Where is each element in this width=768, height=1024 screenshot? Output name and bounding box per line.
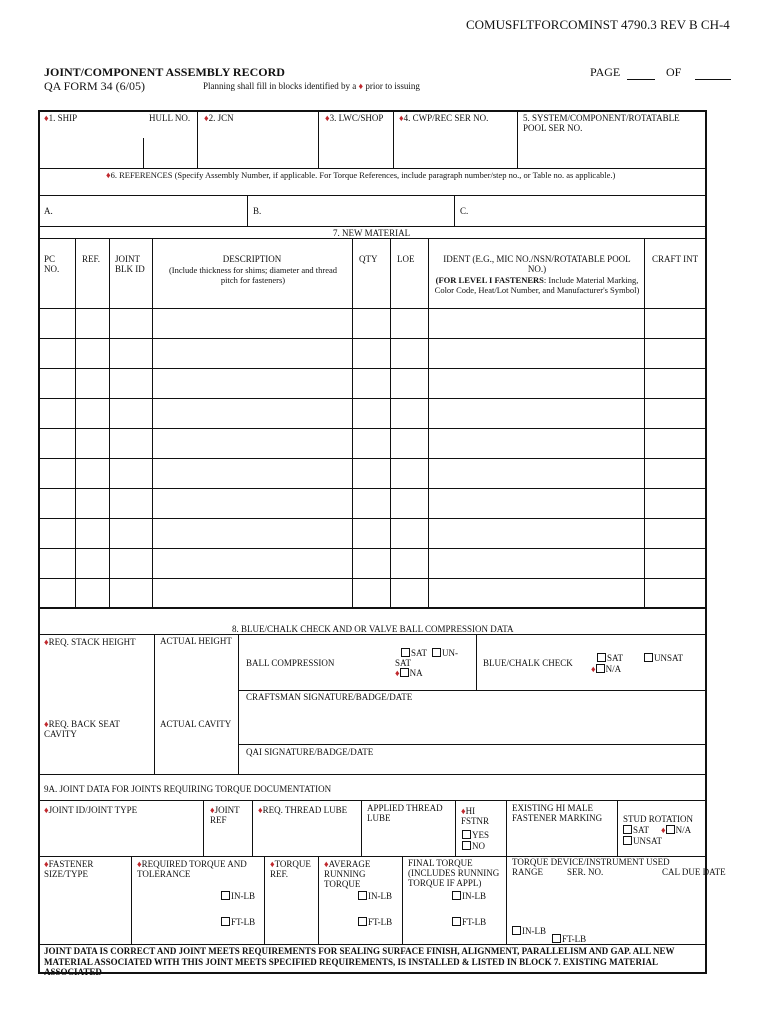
stud-rotation-na-option[interactable]: ♦ N/A — [661, 825, 692, 835]
ball-unsat-wrap: SAT — [395, 658, 412, 668]
blue-chalk-sat-checkbox[interactable] — [597, 653, 606, 662]
col-qty: QTY — [359, 254, 378, 264]
req-stack-height-label: ♦REQ. STACK HEIGHT — [44, 637, 136, 647]
stud-rotation-unsat-checkbox[interactable] — [623, 836, 632, 845]
existing-hi-male-label: EXISTING HI MALE FASTENER MARKING — [512, 803, 603, 823]
page-label: PAGE — [590, 65, 621, 79]
required-torque-inlb-checkbox[interactable] — [221, 891, 230, 900]
final-torque-inlb-checkbox[interactable] — [452, 891, 461, 900]
cwp-field[interactable] — [395, 126, 515, 166]
avg-running-ftlb-checkbox[interactable] — [358, 917, 367, 926]
hull-no-label: HULL NO. — [149, 113, 191, 123]
craftsman-signature-label: CRAFTSMAN SIGNATURE/BADGE/DATE — [246, 692, 413, 702]
system-label: 5. SYSTEM/COMPONENT/ROTATABLE POOL SER NO. — [523, 113, 680, 133]
final-torque-ftlb[interactable]: FT-LB — [452, 917, 486, 927]
col-loe: LOE — [397, 254, 415, 264]
avg-running-inlb-checkbox[interactable] — [358, 891, 367, 900]
reference-c-field[interactable] — [472, 197, 705, 224]
system-field[interactable] — [519, 136, 705, 166]
lwc-shop-label: ♦3. LWC/SHOP — [325, 113, 384, 123]
reference-a-field[interactable] — [58, 197, 244, 224]
stud-rotation-sat-option[interactable]: SAT — [623, 825, 649, 835]
lwc-shop-field[interactable] — [320, 126, 391, 166]
ball-na-option[interactable]: ♦ NA — [395, 668, 423, 678]
instruction-reference: COMUSFLTFORCOMINST 4790.3 REV B CH-4 — [466, 17, 730, 32]
col-description: DESCRIPTION — [222, 254, 282, 264]
material-row-7[interactable] — [40, 489, 705, 517]
reference-c-label: C. — [460, 206, 469, 216]
req-back-seat-cavity-label: ♦REQ. BACK SEAT CAVITY — [44, 719, 120, 739]
col-ident-note: (FOR LEVEL I FASTENERS: Include Material Marking, Color Code, Heat/Lot Number, and Manufacturer's Symbol) — [434, 275, 640, 295]
device-inlb-checkbox[interactable] — [512, 926, 521, 935]
reference-a-label: A. — [44, 206, 53, 216]
final-torque-ftlb-checkbox[interactable] — [452, 917, 461, 926]
diamond-marker-icon: ♦ — [358, 81, 364, 91]
material-row-5[interactable] — [40, 429, 705, 457]
ship-field[interactable] — [40, 138, 142, 166]
cwp-label: ♦4. CWP/REC SER NO. — [399, 113, 489, 123]
hi-fstnr-no-checkbox[interactable] — [462, 841, 471, 850]
blue-chalk-na-option[interactable]: ♦ N/A — [591, 664, 622, 674]
actual-height-field[interactable] — [156, 650, 236, 710]
page-number-field[interactable] — [627, 79, 655, 80]
reference-b-label: B. — [253, 206, 262, 216]
qai-signature-field[interactable] — [240, 758, 705, 772]
fastener-size-label: ♦FASTENER SIZE/TYPE — [44, 859, 94, 879]
actual-height-label: ACTUAL HEIGHT — [160, 636, 232, 646]
hi-fstnr-yes-option[interactable]: YES — [462, 830, 489, 840]
joint-id-type-label: ♦JOINT ID/JOINT TYPE — [44, 805, 138, 815]
ball-na-checkbox[interactable] — [400, 668, 409, 677]
joint-ref-label: ♦JOINT REF — [210, 805, 240, 825]
col-ref: REF. — [82, 254, 101, 264]
cal-due-date-label: CAL DUE DATE — [662, 867, 726, 877]
device-inlb[interactable]: IN-LB — [512, 926, 546, 936]
page-total-field[interactable] — [695, 79, 731, 80]
device-ftlb-checkbox[interactable] — [552, 934, 561, 943]
qai-signature-label: QAI SIGNATURE/BADGE/DATE — [246, 747, 374, 757]
ball-unsat-checkbox[interactable] — [432, 648, 441, 657]
col-description-note: (Include thickness for shims; diameter and thread pitch for fasteners) — [168, 265, 338, 285]
blue-chalk-check-label: BLUE/CHALK CHECK — [483, 658, 573, 668]
required-torque-ftlb-checkbox[interactable] — [221, 917, 230, 926]
material-row-6[interactable] — [40, 459, 705, 487]
stud-rotation-label: STUD ROTATION — [623, 814, 694, 824]
form-title: JOINT/COMPONENT ASSEMBLY RECORD — [44, 65, 285, 79]
actual-cavity-field[interactable] — [156, 732, 236, 772]
new-material-title: 7. NEW MATERIAL — [333, 228, 411, 238]
actual-cavity-label: ACTUAL CAVITY — [160, 719, 232, 729]
material-row-2[interactable] — [40, 339, 705, 367]
stud-rotation-na-checkbox[interactable] — [666, 825, 675, 834]
req-back-seat-field[interactable] — [40, 742, 152, 772]
final-torque-inlb[interactable]: IN-LB — [452, 891, 486, 901]
final-torque-label: FINAL TORQUE (INCLUDES RUNNING TORQUE IF APPL) — [408, 858, 500, 888]
material-row-10[interactable] — [40, 579, 705, 606]
blue-chalk-na-checkbox[interactable] — [596, 664, 605, 673]
jcn-field[interactable] — [199, 126, 316, 166]
hi-fstnr-label: ♦HI FSTNR — [461, 806, 490, 826]
material-row-1[interactable] — [40, 309, 705, 337]
ser-no-label: SER. NO. — [567, 867, 604, 877]
section9a-title: 9A. JOINT DATA FOR JOINTS REQUIRING TORQUE DOCUMENTATION — [44, 784, 332, 794]
col-joint-blk-id: JOINT BLK ID — [115, 254, 145, 274]
req-thread-lube-label: ♦REQ. THREAD LUBE — [258, 805, 348, 815]
ship-label: ♦1. SHIP — [44, 113, 78, 123]
required-torque-inlb[interactable]: IN-LB — [221, 891, 255, 901]
planning-note: Planning shall fill in blocks identified by a ♦ prior to issuing — [203, 81, 420, 91]
device-ftlb[interactable]: FT-LB — [552, 934, 586, 944]
references-label: ♦6. REFERENCES (Specify Assembly Number, if applicable. For Torque References, include paragraph number/step no., or Table no. as applicable.) — [106, 170, 616, 180]
avg-running-inlb[interactable]: IN-LB — [358, 891, 392, 901]
material-row-3[interactable] — [40, 369, 705, 397]
req-stack-height-field[interactable] — [40, 650, 152, 710]
material-row-9[interactable] — [40, 549, 705, 577]
torque-ref-label: ♦TORQUE REF. — [270, 859, 311, 879]
ball-unsat-option[interactable]: UN- — [432, 648, 458, 658]
jcn-label: ♦2. JCN — [204, 113, 234, 123]
hull-no-divider — [143, 138, 144, 168]
hi-fstnr-yes-checkbox[interactable] — [462, 830, 471, 839]
stud-rotation-sat-checkbox[interactable] — [623, 825, 632, 834]
ball-compression-label: BALL COMPRESSION — [246, 658, 335, 668]
form-number: QA FORM 34 (6/05) — [44, 79, 146, 93]
ball-sat-checkbox[interactable] — [401, 648, 410, 657]
section8-title: 8. BLUE/CHALK CHECK AND OR VALVE BALL COMPRESSION DATA — [232, 624, 514, 634]
required-torque-label: ♦REQUIRED TORQUE AND TOLERANCE — [137, 859, 247, 879]
ball-sat-option[interactable]: SAT — [401, 648, 427, 658]
range-label: RANGE — [512, 867, 543, 877]
of-label: OF — [666, 65, 682, 79]
reference-b-field[interactable] — [266, 197, 452, 224]
avg-running-torque-label: ♦AVERAGE RUNNING TORQUE — [324, 859, 371, 889]
col-ident: IDENT (E.G., MIC NO./NSN/ROTATABLE POOL NO.) — [443, 254, 631, 274]
blue-chalk-unsat-option[interactable]: UNSAT — [644, 653, 683, 663]
certification-statement: JOINT DATA IS CORRECT AND JOINT MEETS REQUIREMENTS FOR SEALING SURFACE FINISH, ALIGNMENT, PARALLELISM AND GAP. ALL NEW MATERIAL ASSOCIATED WITH THIS JOINT MEETS SPECIFIED REQUIREMENTS, IS INSTALLED & LISTED IN BLOCK 7. EXISTING MATERIAL ASSOCIATED — [44, 946, 675, 977]
col-pc-no: PC NO. — [44, 254, 60, 274]
craftsman-signature-field[interactable] — [240, 704, 705, 742]
material-row-8[interactable] — [40, 519, 705, 547]
col-craft-int: CRAFT INT — [652, 254, 699, 264]
material-row-4[interactable] — [40, 399, 705, 427]
torque-device-label: TORQUE DEVICE/INSTRUMENT USED — [512, 857, 670, 867]
blue-chalk-unsat-checkbox[interactable] — [644, 653, 653, 662]
stud-rotation-unsat-option[interactable]: UNSAT — [623, 836, 662, 846]
required-torque-ftlb[interactable]: FT-LB — [221, 917, 255, 927]
hull-no-field[interactable] — [145, 138, 195, 166]
blue-chalk-sat-option[interactable]: SAT — [597, 653, 623, 663]
avg-running-ftlb[interactable]: FT-LB — [358, 917, 392, 927]
hi-fstnr-no-option[interactable]: NO — [462, 841, 485, 851]
applied-thread-lube-label: APPLIED THREAD LUBE — [367, 803, 443, 823]
